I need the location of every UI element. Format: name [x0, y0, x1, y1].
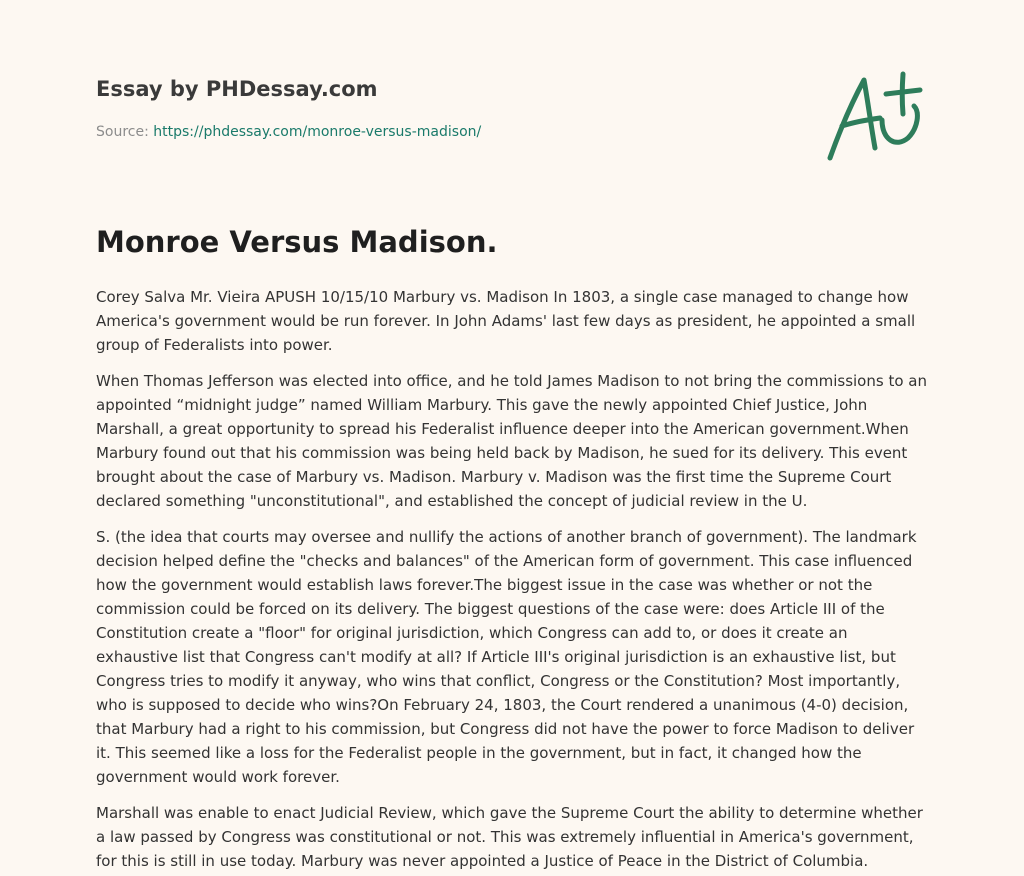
source-link[interactable]: https://phdessay.com/monroe-versus-madison/ — [153, 124, 482, 140]
essay-paragraph: When Thomas Jefferson was elected into office, and he told James Madison to not bring the commissions to an appointed “midnight judge” named William Marbury. This gave the newly appointed Chief Justice, John Marshall, a great opportunity to spread his Federalist influence deeper into the American government.When Marbury found out that his commission was being held back by Madison, he sued for its delivery. This event brought about the case of Marbury vs. Madison. Marbury v. Madison was the first time the Supreme Court declared something "unconstitutional", and established the concept of judicial review in the U. — [96, 372, 927, 510]
essay-paragraph: Marshall was enable to enact Judicial Review, which gave the Supreme Court the ability to determine whether a law passed by Congress was constitutional or not. This was extremely influential in America's government, for this is still in use today. Marbury was never appointed a Justice of Peace in the District of Columbia. — [96, 804, 923, 870]
source-line — [96, 124, 481, 140]
site-brand: Essay by PHDessay.com — [96, 77, 378, 101]
essay-paragraph: Corey Salva Mr. Vieira APUSH 10/15/10 Marbury vs. Madison In 1803, a single case managed to change how America's government would be run forever. In John Adams' last few days as president, he appointed a small group of Federalists into power. — [96, 288, 916, 354]
page-title: Monroe Versus Madison. — [96, 225, 498, 259]
a-plus-logo-icon — [822, 68, 926, 164]
essay-body — [96, 285, 930, 876]
source-label: Source: — [96, 124, 154, 140]
essay-paragraph: S. (the idea that courts may oversee and nullify the actions of another branch of government). The landmark decision helped define the "checks and balances" of the American form of government. This case influenced how the government would establish laws forever.The biggest issue in the case was whether or not the commission could be forced on its delivery. The biggest questions of the case were: does Article III of the Constitution create a "floor" for original jurisdiction, which Congress can add to, or does it create an exhaustive list that Congress can't modify at all? If Article III's original jurisdiction is an exhaustive list, but Congress tries to modify it anyway, who wins that conflict, Congress or the Constitution? Most importantly, who is supposed to decide who wins?On February 24, 1803, the Court rendered a unanimous (4-0) decision, that Marbury had a right to his commission, but Congress did not have the power to force Madison to deliver it. This seemed like a loss for the Federalist people in the government, but in fact, it changed how the government would work forever. — [96, 528, 917, 786]
